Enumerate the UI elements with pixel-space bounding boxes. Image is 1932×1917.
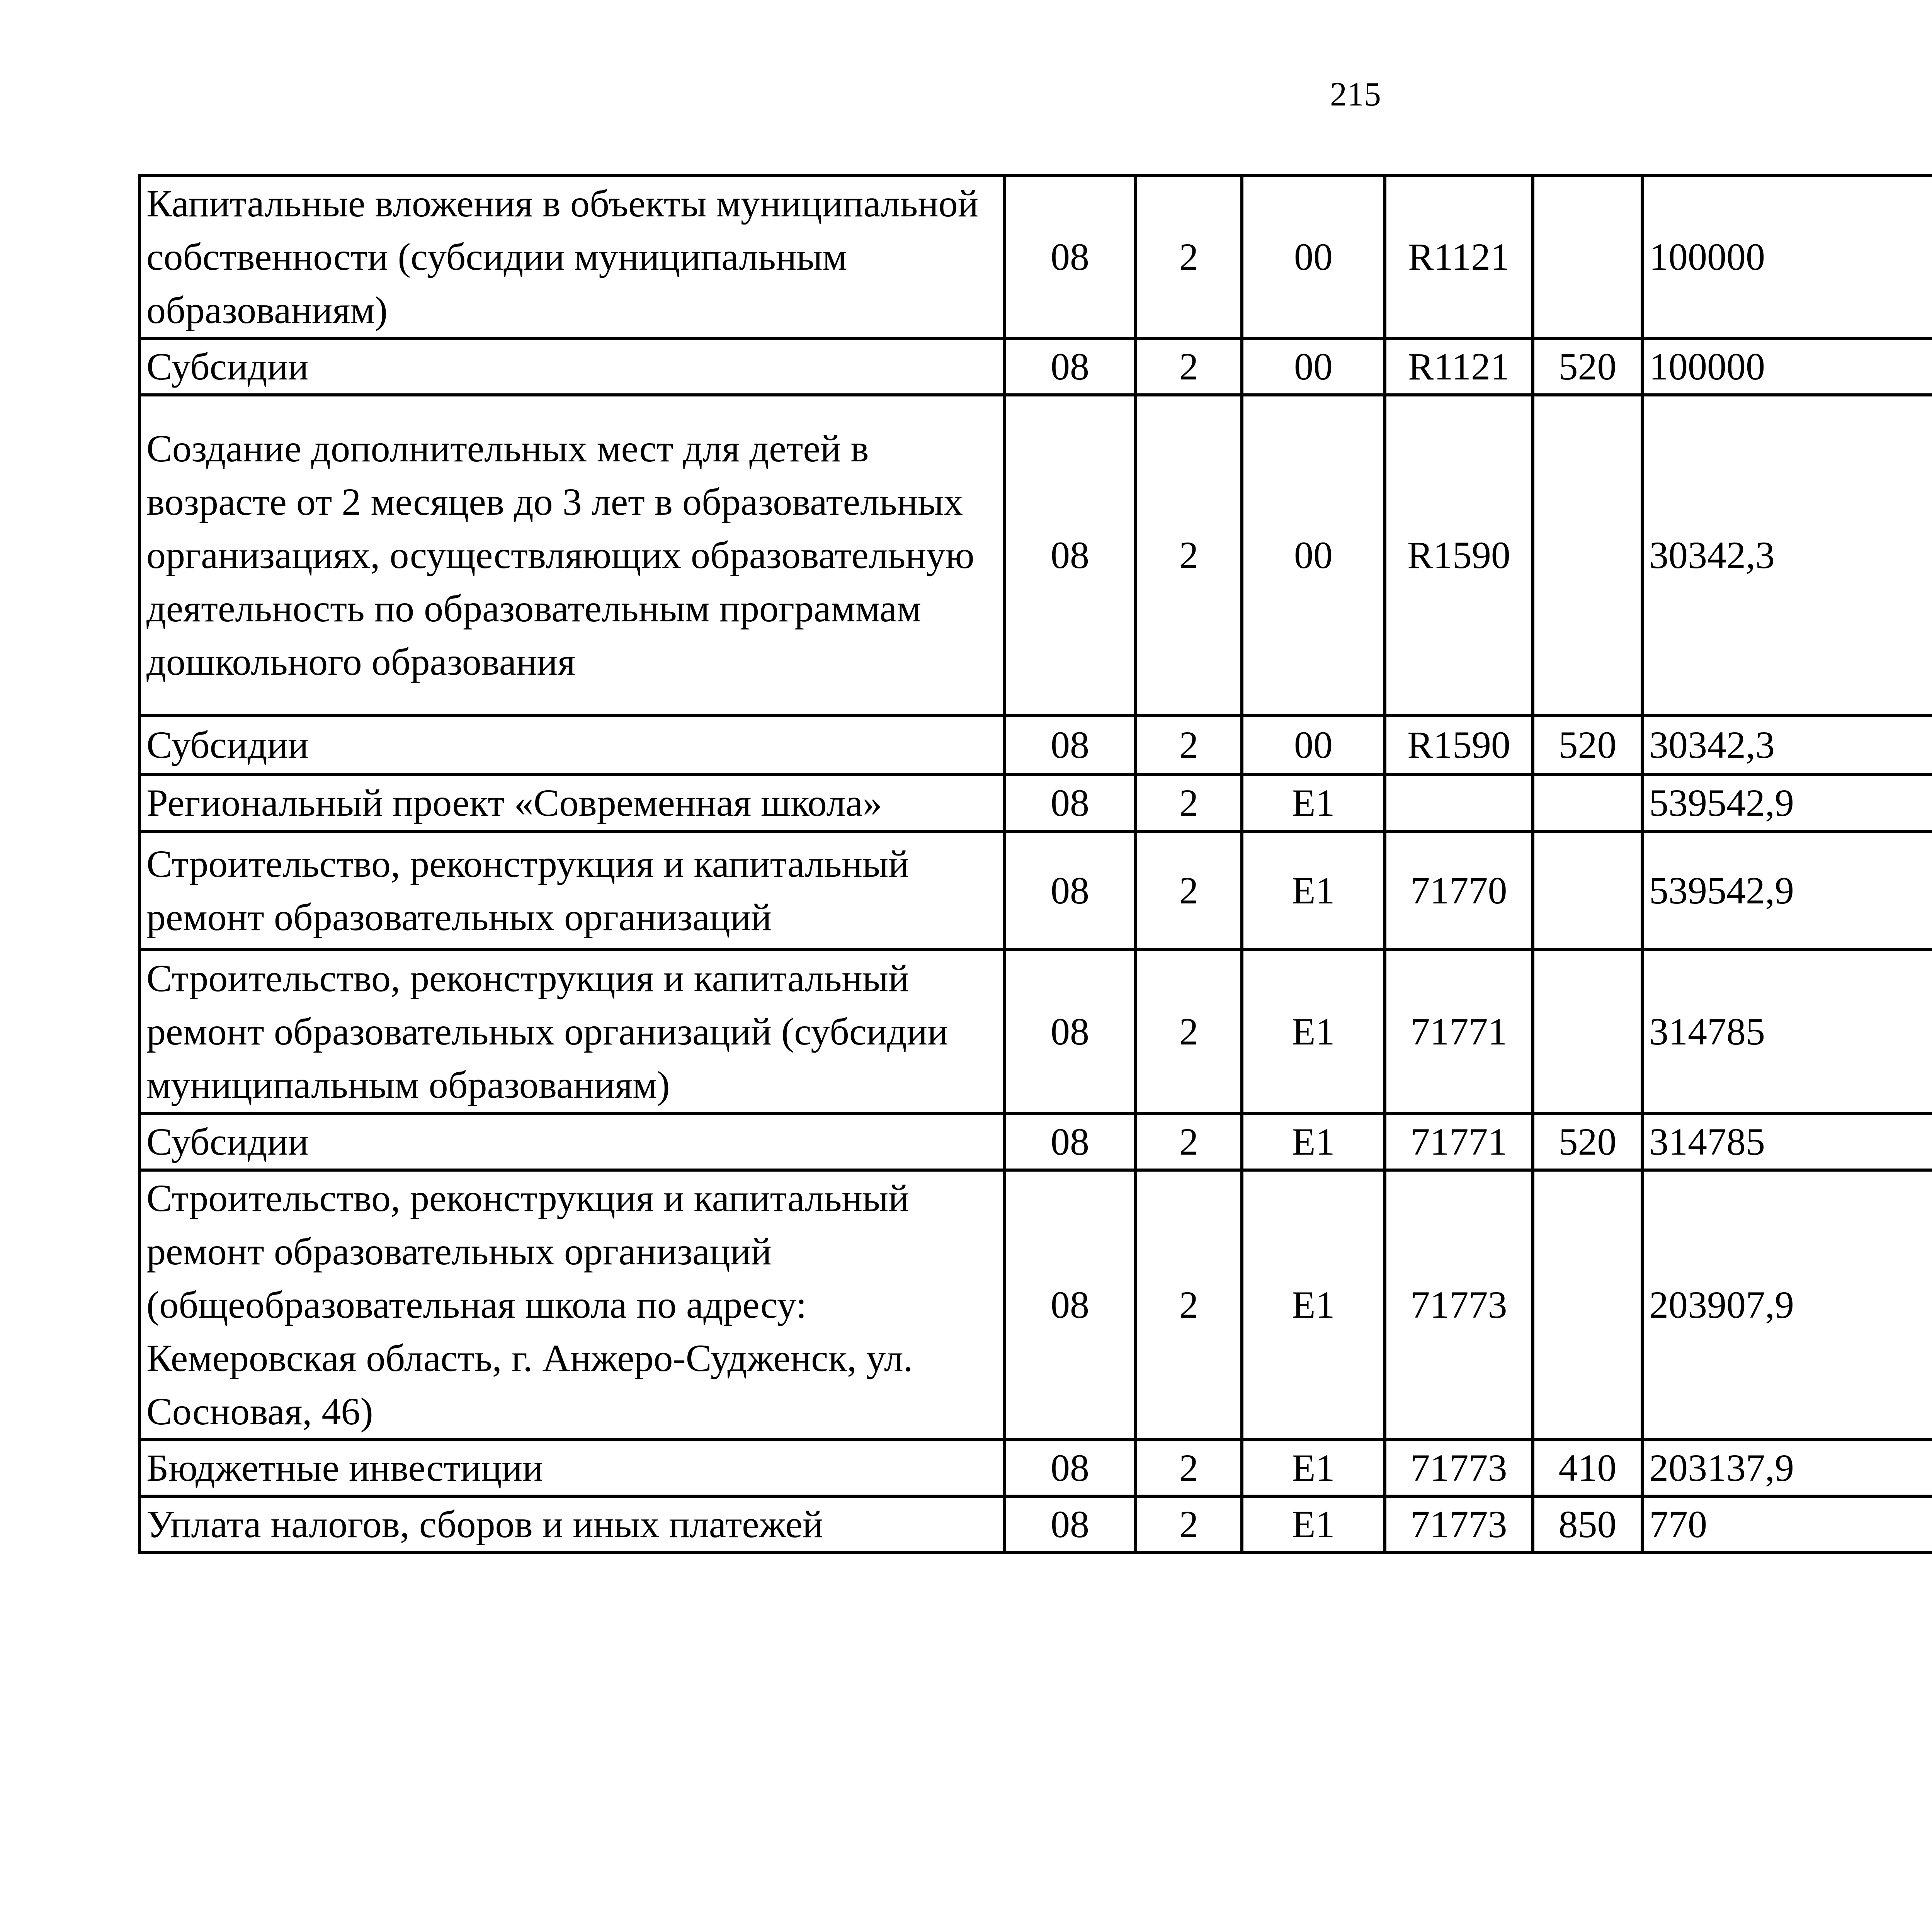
row-sum-1: 539542,9 xyxy=(1642,832,1932,949)
row-sum-1: 30342,3 xyxy=(1642,716,1932,774)
row-name: Строительство, реконструкция и капитальный ремонт образовательных организаций xyxy=(139,832,1004,949)
row-sum-1: 770 xyxy=(1642,1496,1932,1553)
row-sum-1: 100000 xyxy=(1642,175,1932,338)
row-section: 08 xyxy=(1004,1496,1136,1553)
row-group: E1 xyxy=(1242,832,1385,949)
row-subsection: 2 xyxy=(1136,716,1242,774)
row-code: 71771 xyxy=(1385,949,1533,1114)
table-row xyxy=(139,774,1932,832)
row-name: Строительство, реконструкция и капитальный ремонт образовательных организаций (субсидии муниципальным образованиям) xyxy=(139,949,1004,1114)
row-section: 08 xyxy=(1004,175,1136,338)
table-row xyxy=(139,1114,1932,1170)
row-name: Строительство, реконструкция и капитальный ремонт образовательных организаций (общеобразовательная школа по адресу: Кемеровская область, г. Анжеро-Судженск, ул. Сосновая, 46) xyxy=(139,1170,1004,1440)
row-section: 08 xyxy=(1004,1440,1136,1496)
row-sum-1: 539542,9 xyxy=(1642,774,1932,832)
row-section: 08 xyxy=(1004,338,1136,395)
row-group: 00 xyxy=(1242,716,1385,774)
row-group: E1 xyxy=(1242,1440,1385,1496)
row-expense-type xyxy=(1533,175,1642,338)
row-code: 71773 xyxy=(1385,1170,1533,1440)
row-expense-type xyxy=(1533,949,1642,1114)
row-section: 08 xyxy=(1004,1114,1136,1170)
row-name: Создание дополнительных мест для детей в возрасте от 2 месяцев до 3 лет в образовательных организациях, осуществляющих образовательную деятельность по образовательным программам дошкольного образования xyxy=(139,395,1004,716)
budget-table xyxy=(138,174,1932,1554)
row-subsection: 2 xyxy=(1136,1114,1242,1170)
row-code: R1590 xyxy=(1385,716,1533,774)
table-row xyxy=(139,395,1932,716)
row-subsection: 2 xyxy=(1136,175,1242,338)
row-code: 71770 xyxy=(1385,832,1533,949)
row-name: Субсидии xyxy=(139,716,1004,774)
row-group: E1 xyxy=(1242,949,1385,1114)
row-subsection: 2 xyxy=(1136,1496,1242,1553)
row-sum-1: 30342,3 xyxy=(1642,395,1932,716)
row-name: Субсидии xyxy=(139,1114,1004,1170)
row-subsection: 2 xyxy=(1136,832,1242,949)
row-sum-1: 314785 xyxy=(1642,1114,1932,1170)
row-group: 00 xyxy=(1242,338,1385,395)
row-subsection: 2 xyxy=(1136,395,1242,716)
table-row xyxy=(139,1170,1932,1440)
row-code xyxy=(1385,774,1533,832)
row-group: E1 xyxy=(1242,1170,1385,1440)
table-row xyxy=(139,716,1932,774)
row-name: Капитальные вложения в объекты муниципальной собственности (субсидии муниципальным образованиям) xyxy=(139,175,1004,338)
row-subsection: 2 xyxy=(1136,1170,1242,1440)
row-expense-type xyxy=(1533,832,1642,949)
row-section: 08 xyxy=(1004,949,1136,1114)
row-section: 08 xyxy=(1004,832,1136,949)
row-group: E1 xyxy=(1242,774,1385,832)
page-number: 215 xyxy=(1330,76,1381,113)
row-expense-type xyxy=(1533,395,1642,716)
row-name: Субсидии xyxy=(139,338,1004,395)
row-section: 08 xyxy=(1004,1170,1136,1440)
table-row xyxy=(139,949,1932,1114)
row-expense-type xyxy=(1533,1170,1642,1440)
row-expense-type: 520 xyxy=(1533,338,1642,395)
row-sum-1: 203907,9 xyxy=(1642,1170,1932,1440)
table-row xyxy=(139,175,1932,338)
table-row xyxy=(139,338,1932,395)
table-row xyxy=(139,832,1932,949)
row-name: Региональный проект «Современная школа» xyxy=(139,774,1004,832)
row-expense-type: 520 xyxy=(1533,716,1642,774)
row-expense-type: 410 xyxy=(1533,1440,1642,1496)
row-code: 71773 xyxy=(1385,1440,1533,1496)
row-code: R1121 xyxy=(1385,175,1533,338)
row-code: 71771 xyxy=(1385,1114,1533,1170)
row-section: 08 xyxy=(1004,774,1136,832)
row-group: E1 xyxy=(1242,1114,1385,1170)
row-code: 71773 xyxy=(1385,1496,1533,1553)
row-code: R1590 xyxy=(1385,395,1533,716)
row-subsection: 2 xyxy=(1136,1440,1242,1496)
row-group: 00 xyxy=(1242,175,1385,338)
row-sum-1: 203137,9 xyxy=(1642,1440,1932,1496)
row-subsection: 2 xyxy=(1136,338,1242,395)
row-expense-type: 520 xyxy=(1533,1114,1642,1170)
row-name: Бюджетные инвестиции xyxy=(139,1440,1004,1496)
row-section: 08 xyxy=(1004,395,1136,716)
row-subsection: 2 xyxy=(1136,774,1242,832)
table-row xyxy=(139,1496,1932,1553)
row-group: 00 xyxy=(1242,395,1385,716)
row-group: E1 xyxy=(1242,1496,1385,1553)
row-subsection: 2 xyxy=(1136,949,1242,1114)
row-name: Уплата налогов, сборов и иных платежей xyxy=(139,1496,1004,1553)
row-sum-1: 314785 xyxy=(1642,949,1932,1114)
row-expense-type xyxy=(1533,774,1642,832)
row-section: 08 xyxy=(1004,716,1136,774)
row-code: R1121 xyxy=(1385,338,1533,395)
row-sum-1: 100000 xyxy=(1642,338,1932,395)
table-row xyxy=(139,1440,1932,1496)
row-expense-type: 850 xyxy=(1533,1496,1642,1553)
